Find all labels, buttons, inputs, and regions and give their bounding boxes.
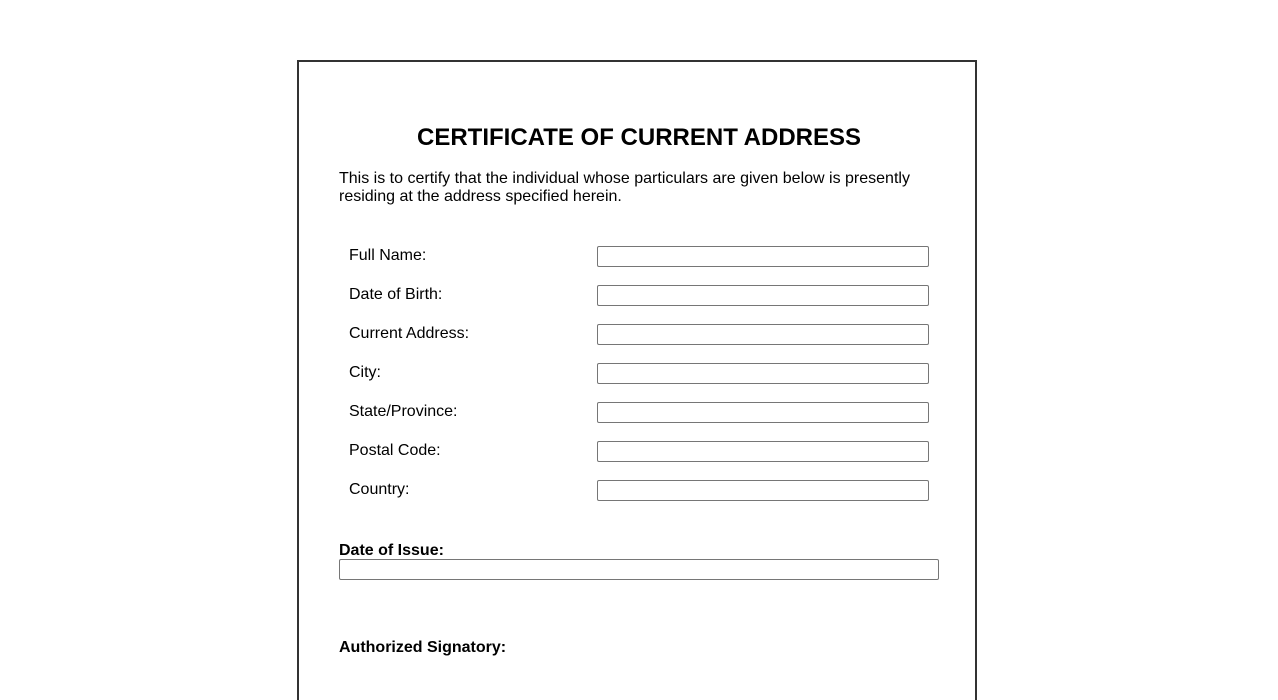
certificate-page	[297, 60, 977, 700]
date-of-birth-input[interactable]	[597, 285, 929, 306]
date-of-issue-input[interactable]	[339, 559, 939, 580]
field-row-full-name	[349, 246, 931, 268]
state-province-label: State/Province:	[349, 403, 458, 420]
authorized-signatory-label: Authorized Signatory:	[339, 639, 507, 656]
postal-code-input[interactable]	[597, 441, 929, 462]
country-input[interactable]	[597, 480, 929, 501]
field-row-state-province	[349, 402, 931, 424]
field-row-date-of-birth	[349, 285, 931, 307]
field-row-current-address	[349, 324, 931, 346]
certificate-intro: This is to certify that the individual whose particulars are given below is presently residing at the address specified herein.	[339, 170, 910, 205]
field-row-country	[349, 480, 931, 502]
current-address-label: Current Address:	[349, 325, 470, 342]
country-label: Country:	[349, 481, 410, 498]
date-of-birth-label: Date of Birth:	[349, 286, 443, 303]
postal-code-label: Postal Code:	[349, 442, 441, 459]
city-input[interactable]	[597, 363, 929, 384]
field-row-city	[349, 363, 931, 385]
state-province-input[interactable]	[597, 402, 929, 423]
city-label: City:	[349, 364, 381, 381]
full-name-label: Full Name:	[349, 247, 427, 264]
current-address-input[interactable]	[597, 324, 929, 345]
certificate-title: CERTIFICATE OF CURRENT ADDRESS	[417, 124, 861, 151]
full-name-input[interactable]	[597, 246, 929, 267]
date-of-issue-label: Date of Issue:	[339, 542, 444, 559]
field-row-postal-code	[349, 441, 931, 463]
